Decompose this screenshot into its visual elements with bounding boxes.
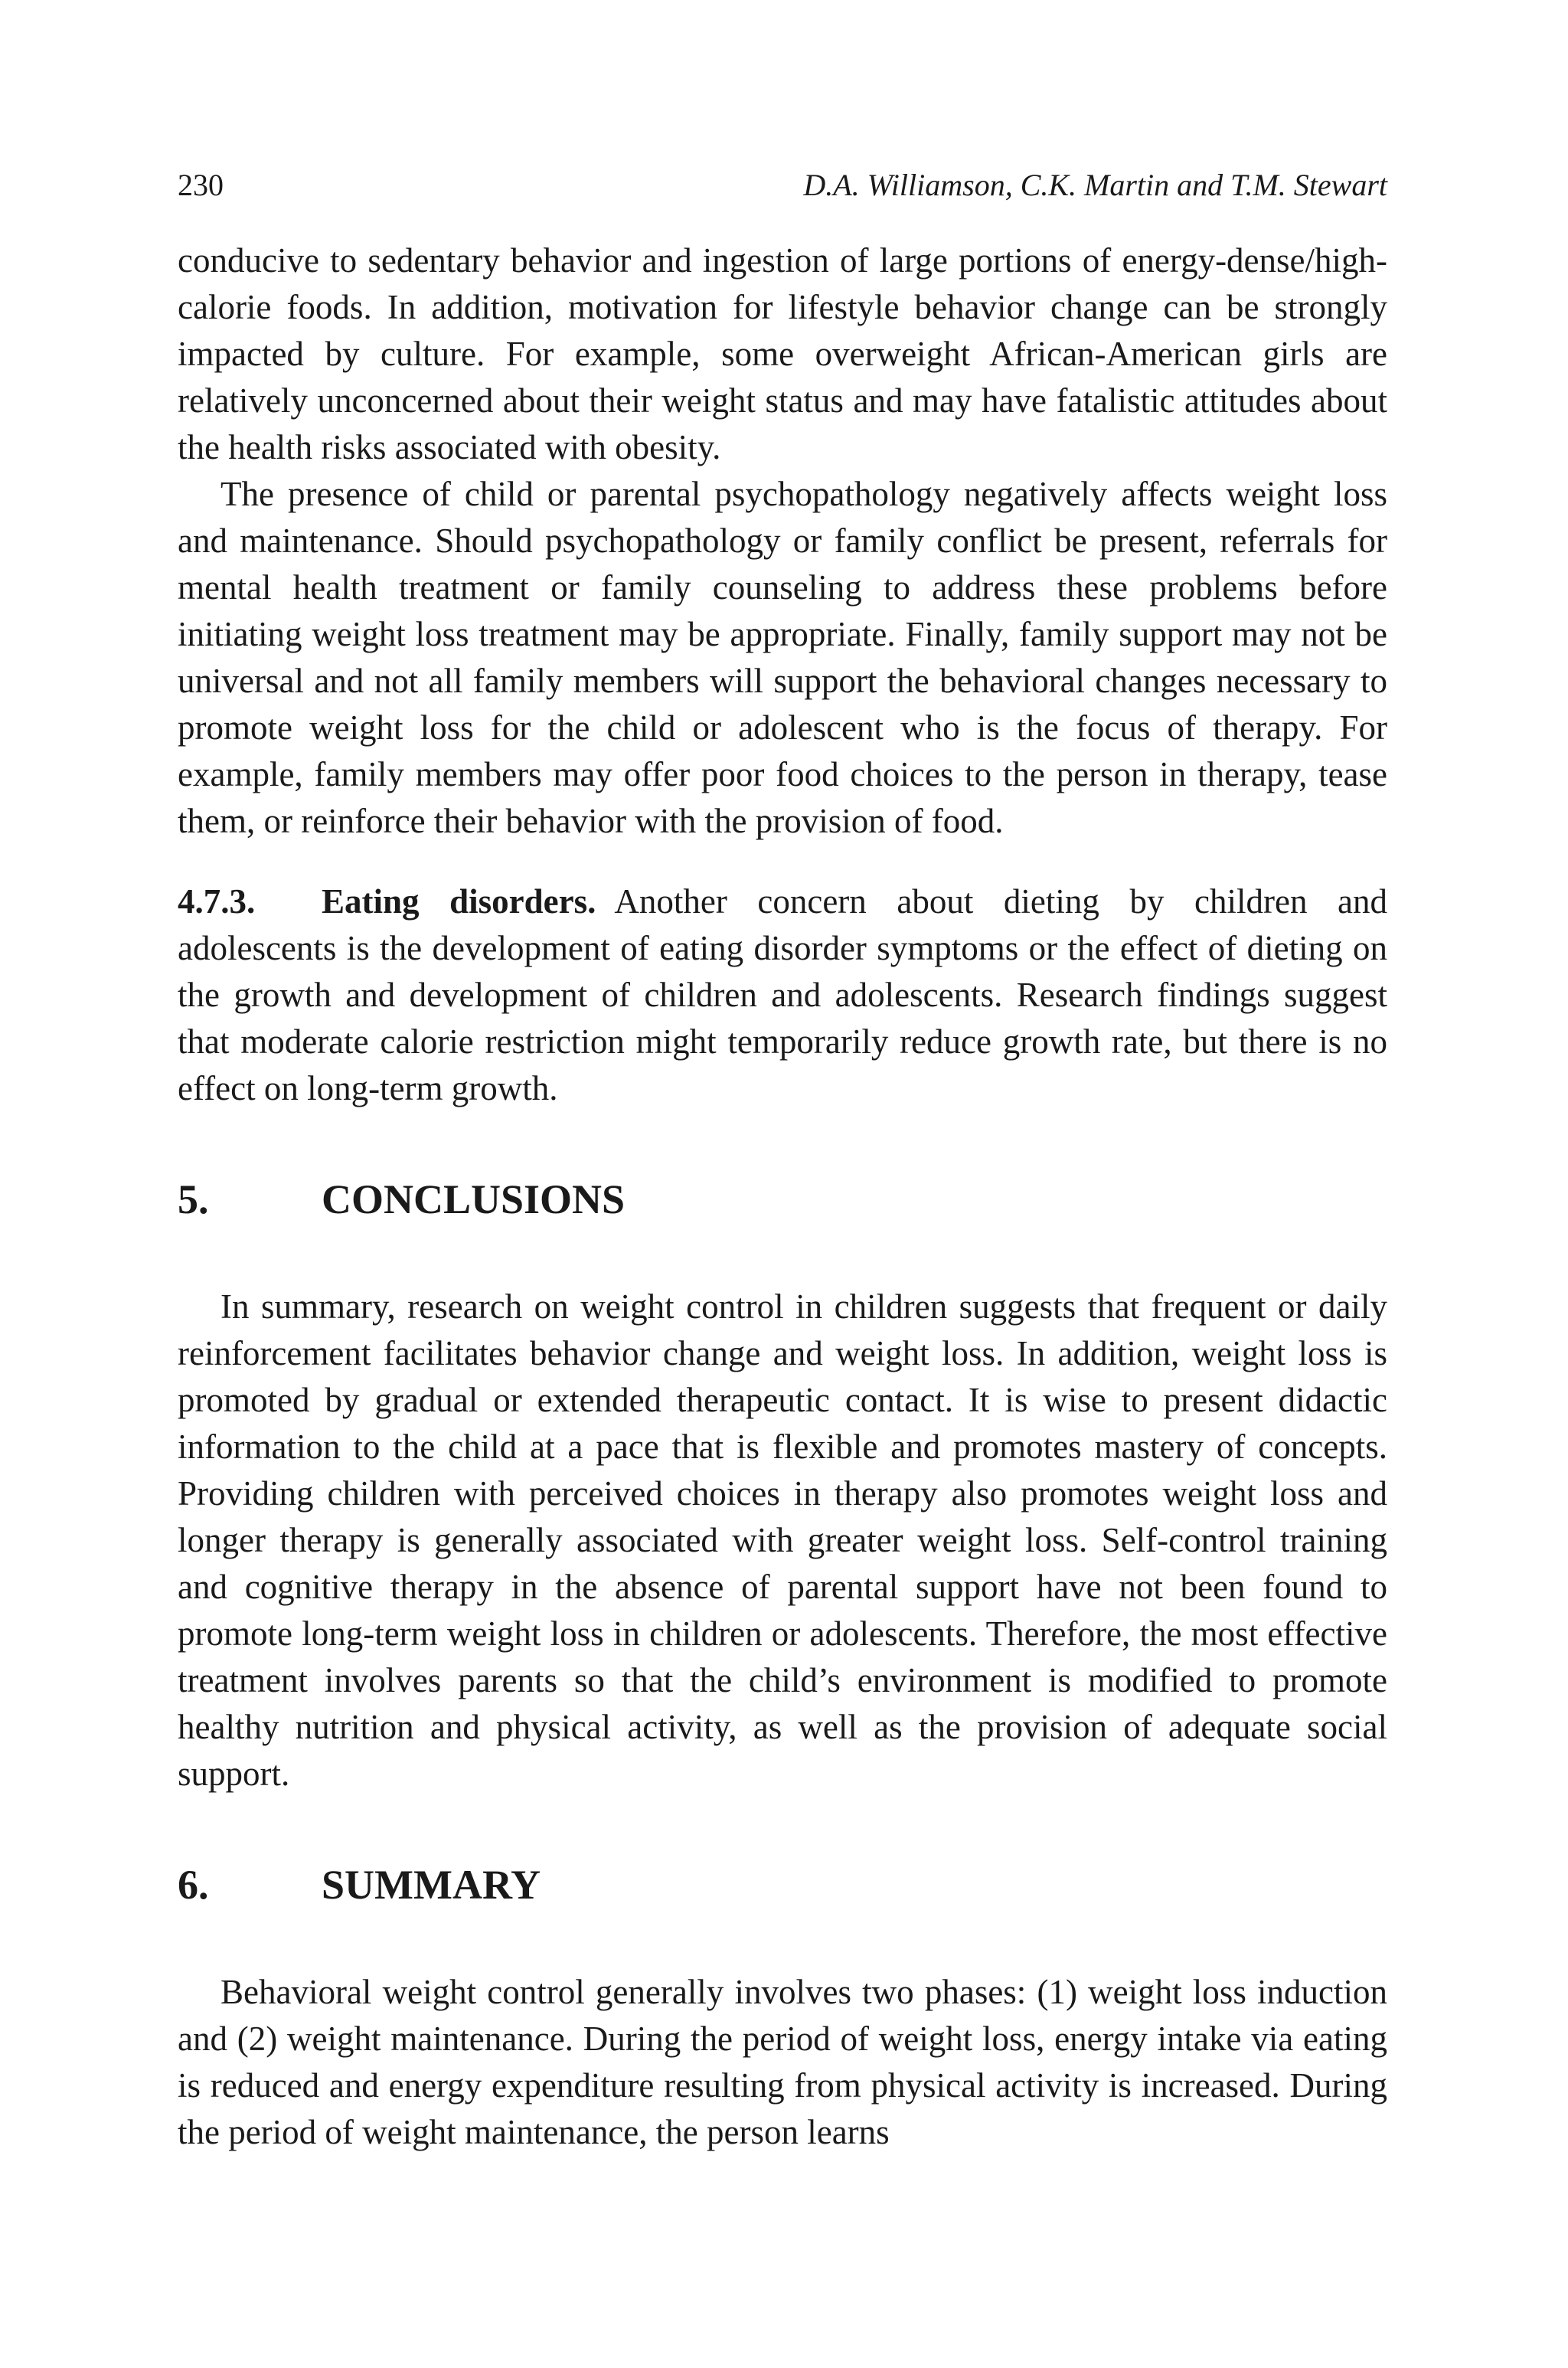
subsection-text: Another concern about dieting by children and adolescents is the development of eating disorder symptoms or the effect of dieting on the growth and development of children and adolescents. Research findings suggest that moderate calorie restriction might temporarily reduce growth rate, but there is no effect on long-term growth. (178, 882, 1388, 1107)
paragraph-psychopathology: The presence of child or parental psychopathology negatively affects weight loss and maintenance. Should psychopathology or family conflict be present, referrals for mental health treatment or family counseling to address these problems before initiating weight loss treatment may be appropriate. Finally, family support may not be universal and not all family members will support the behavioral changes necessary to promote weight loss for the child or adolescent who is the focus of therapy. For example, family members may offer poor food choices to the person in therapy, tease them, or reinforce their behavior with the provision of food. (178, 475, 1387, 840)
running-head-authors: D.A. Williamson, C.K. Martin and T.M. Stewart (803, 168, 1387, 202)
page-number: 230 (178, 168, 224, 202)
paragraph-summary: Behavioral weight control generally involves two phases: (1) weight loss induction and (2) weight maintenance. During the period of weight loss, energy intake via eating is reduced and energy expenditure resulting from physical activity is increased. During the period of weight maintenance, the person learns (178, 1973, 1387, 2151)
paragraph-conclusions: In summary, research on weight control in children suggests that frequent or daily reinforcement facilitates behavior change and weight loss. In addition, weight loss is promoted by gradual or extended therapeutic contact. It is wise to present didactic information to the child at a pace that is flexible and promotes mastery of concepts. Providing children with perceived choices in therapy also promotes weight loss and longer therapy is generally associated with greater weight loss. Self-control training and cognitive therapy in the absence of parental support have not been found to promote long-term weight loss in children or adolescents. Therefore, the most effective treatment involves parents so that the child’s environment is modified to promote healthy nutrition and physical activity, as well as the provision of adequate social support. (178, 1287, 1387, 1793)
subsection-title: Eating disorders. (322, 882, 596, 921)
section-number: 5. (178, 1176, 209, 1222)
section-heading-conclusions (178, 1175, 1387, 1224)
section-number: 6. (178, 1862, 209, 1908)
subsection-number: 4.7.3. (178, 882, 256, 921)
running-header (178, 162, 1387, 208)
document-page (178, 162, 1387, 2156)
section-title: CONCLUSIONS (322, 1176, 626, 1222)
section-heading-summary (178, 1860, 1387, 1909)
section-title: SUMMARY (322, 1862, 541, 1908)
paragraph-continued: conducive to sedentary behavior and ingestion of large portions of energy-dense/high-calorie foods. In addition, motivation for lifestyle behavior change can be strongly impacted by culture. For example, some overweight African-American girls are relatively unconcerned about their weight status and may have fatalistic attitudes about the health risks associated with obesity. (178, 241, 1387, 466)
body-text (178, 237, 1387, 2156)
subsection-eating-disorders (178, 878, 1387, 1112)
